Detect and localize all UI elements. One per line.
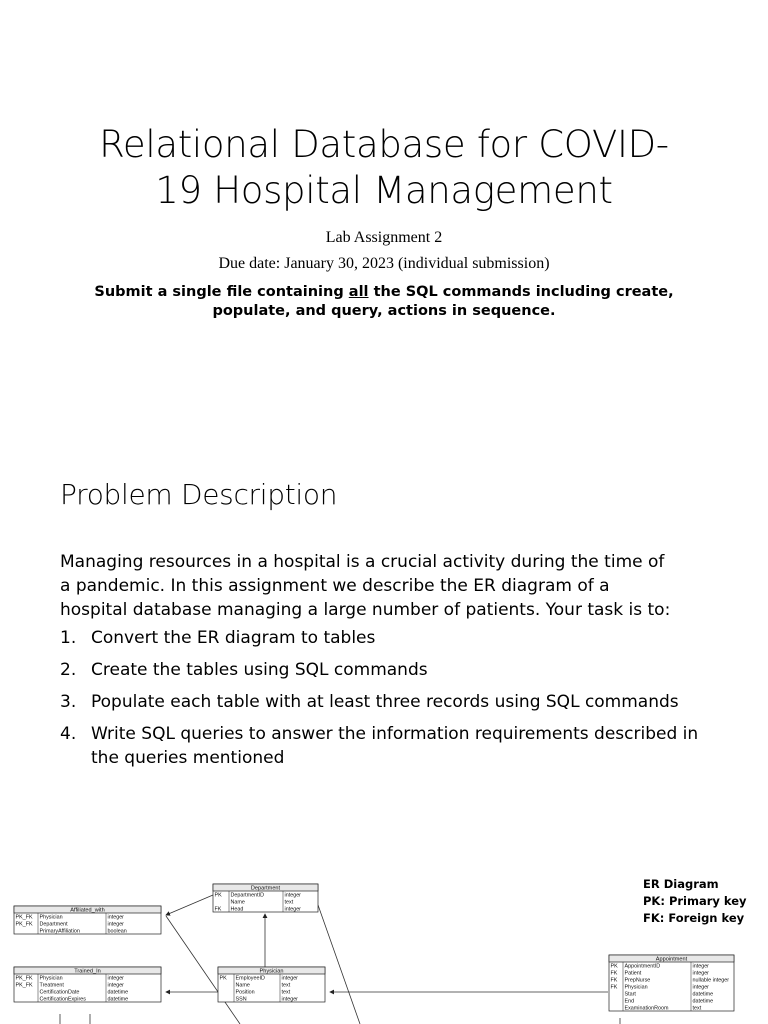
task-text: Populate each table with at least three records using SQL commands <box>91 692 679 712</box>
instruction-line-1 <box>40 283 728 302</box>
er-type-cell: integer <box>692 963 709 970</box>
legend-fk: FK: Foreign key <box>643 911 745 925</box>
task-number: 1. <box>60 628 77 648</box>
er-type-cell: text <box>281 989 291 996</box>
er-field-cell: Physician <box>39 914 63 921</box>
er-type-cell: integer <box>107 914 124 921</box>
er-field-cell: Position <box>235 989 255 996</box>
er-field-cell: Patient <box>624 970 642 977</box>
er-field-cell: Physician <box>39 975 63 982</box>
paragraph-line: Managing resources in a hospital is a crucial activity during the time of <box>60 552 665 572</box>
instruction-before: Submit a single file containing <box>94 284 349 300</box>
task-item <box>60 626 720 650</box>
er-type-cell: nullable integer <box>692 977 730 984</box>
er-field-cell: Start <box>624 991 636 998</box>
er-field-cell: SSN <box>235 996 247 1003</box>
er-field-cell: PrepNurse <box>624 977 651 984</box>
slide-title-line-1: Relational Database for COVID- <box>99 123 669 166</box>
title-slide <box>0 0 768 460</box>
er-type-cell: datetime <box>107 989 129 996</box>
paragraph-line: hospital database managing a large number of patients. Your task is to: <box>60 600 671 620</box>
description-paragraph <box>60 550 720 622</box>
er-type-cell: integer <box>284 892 301 899</box>
er-field-cell: Name <box>230 899 245 906</box>
er-field-cell: ExaminationRoom <box>624 1005 669 1012</box>
er-key-cell: PK_FK <box>15 982 33 989</box>
er-key-cell: FK <box>214 906 222 913</box>
er-key-cell: FK <box>610 970 618 977</box>
er-type-cell: integer <box>692 970 709 977</box>
section-heading: Problem Description <box>60 478 338 511</box>
er-type-cell: integer <box>107 921 124 928</box>
er-type-cell: integer <box>107 975 124 982</box>
er-table-appointment <box>609 955 734 1011</box>
er-field-cell: DepartmentID <box>230 892 265 899</box>
er-type-cell: integer <box>692 984 709 991</box>
task-number: 3. <box>60 692 77 712</box>
slide-title <box>0 122 768 214</box>
er-table-name: Appointment <box>655 956 688 963</box>
task-number: 2. <box>60 660 77 680</box>
problem-slide <box>0 460 768 1024</box>
er-field-cell: Department <box>39 921 68 928</box>
er-type-cell: integer <box>281 975 298 982</box>
er-field-cell: PrimaryAffiliation <box>39 928 80 935</box>
er-type-cell: datetime <box>692 991 714 998</box>
er-field-cell: Treatment <box>39 982 64 989</box>
task-item <box>60 722 720 770</box>
er-field-cell: End <box>624 998 635 1005</box>
legend-title: ER Diagram <box>643 877 719 891</box>
er-field-cell: CertificationDate <box>39 989 80 996</box>
task-list <box>60 626 720 778</box>
er-field-cell: CertificationExpires <box>39 996 86 1003</box>
er-key-cell: FK <box>610 984 618 991</box>
er-field-cell: Physician <box>624 984 648 991</box>
er-key-cell: PK_FK <box>15 975 33 982</box>
task-text: Convert the ER diagram to tables <box>91 628 376 648</box>
er-type-cell: boolean <box>107 928 127 935</box>
er-field-cell: EmployeeID <box>235 975 265 982</box>
er-table-department <box>213 884 318 912</box>
er-field-cell: Name <box>235 982 250 989</box>
slide-title-line-2: 19 Hospital Management <box>155 169 613 212</box>
er-key-cell: PK_FK <box>15 921 33 928</box>
task-item <box>60 690 720 714</box>
er-type-cell: integer <box>281 996 298 1003</box>
submission-instruction <box>40 283 728 321</box>
er-table-name: Physician <box>259 968 284 975</box>
slide-subtitle: Lab Assignment 2 <box>325 229 443 246</box>
er-type-cell: datetime <box>107 996 129 1003</box>
due-date: Due date: January 30, 2023 (individual submission) <box>218 255 550 272</box>
instruction-emphasis: all <box>348 284 369 300</box>
instruction-after: the SQL commands including create, <box>368 284 674 300</box>
er-type-cell: text <box>692 1005 702 1012</box>
er-field-cell: Head <box>230 906 244 913</box>
er-table-name: Department <box>250 885 281 892</box>
er-type-cell: integer <box>284 906 301 913</box>
er-table-affiliated-with <box>14 906 161 934</box>
er-table-name: Trained_In <box>74 968 101 975</box>
er-table-trained-in <box>14 967 161 1002</box>
instruction-line-2: populate, and query, actions in sequence. <box>212 303 556 319</box>
er-type-cell: integer <box>107 982 124 989</box>
task-number: 4. <box>60 724 77 744</box>
er-table-name: Affiliated_with <box>70 907 105 914</box>
er-key-cell: PK <box>219 975 227 982</box>
er-key-cell: FK <box>610 977 618 984</box>
er-key-cell: PK <box>610 963 618 970</box>
legend-pk: PK: Primary key <box>643 894 747 908</box>
er-diagram <box>0 870 768 1024</box>
task-text: Write SQL queries to answer the information requirements described in the queries mentioned <box>91 724 699 768</box>
er-key-cell: PK_FK <box>15 914 33 921</box>
er-type-cell: datetime <box>692 998 714 1005</box>
er-key-cell: PK <box>214 892 222 899</box>
task-item <box>60 658 720 682</box>
task-text: Create the tables using SQL commands <box>91 660 428 680</box>
paragraph-line: a pandemic. In this assignment we describe the ER diagram of a <box>60 576 610 596</box>
er-table-physician <box>218 967 325 1002</box>
er-type-cell: text <box>284 899 294 906</box>
er-field-cell: AppointmentID <box>624 963 661 970</box>
er-type-cell: text <box>281 982 291 989</box>
